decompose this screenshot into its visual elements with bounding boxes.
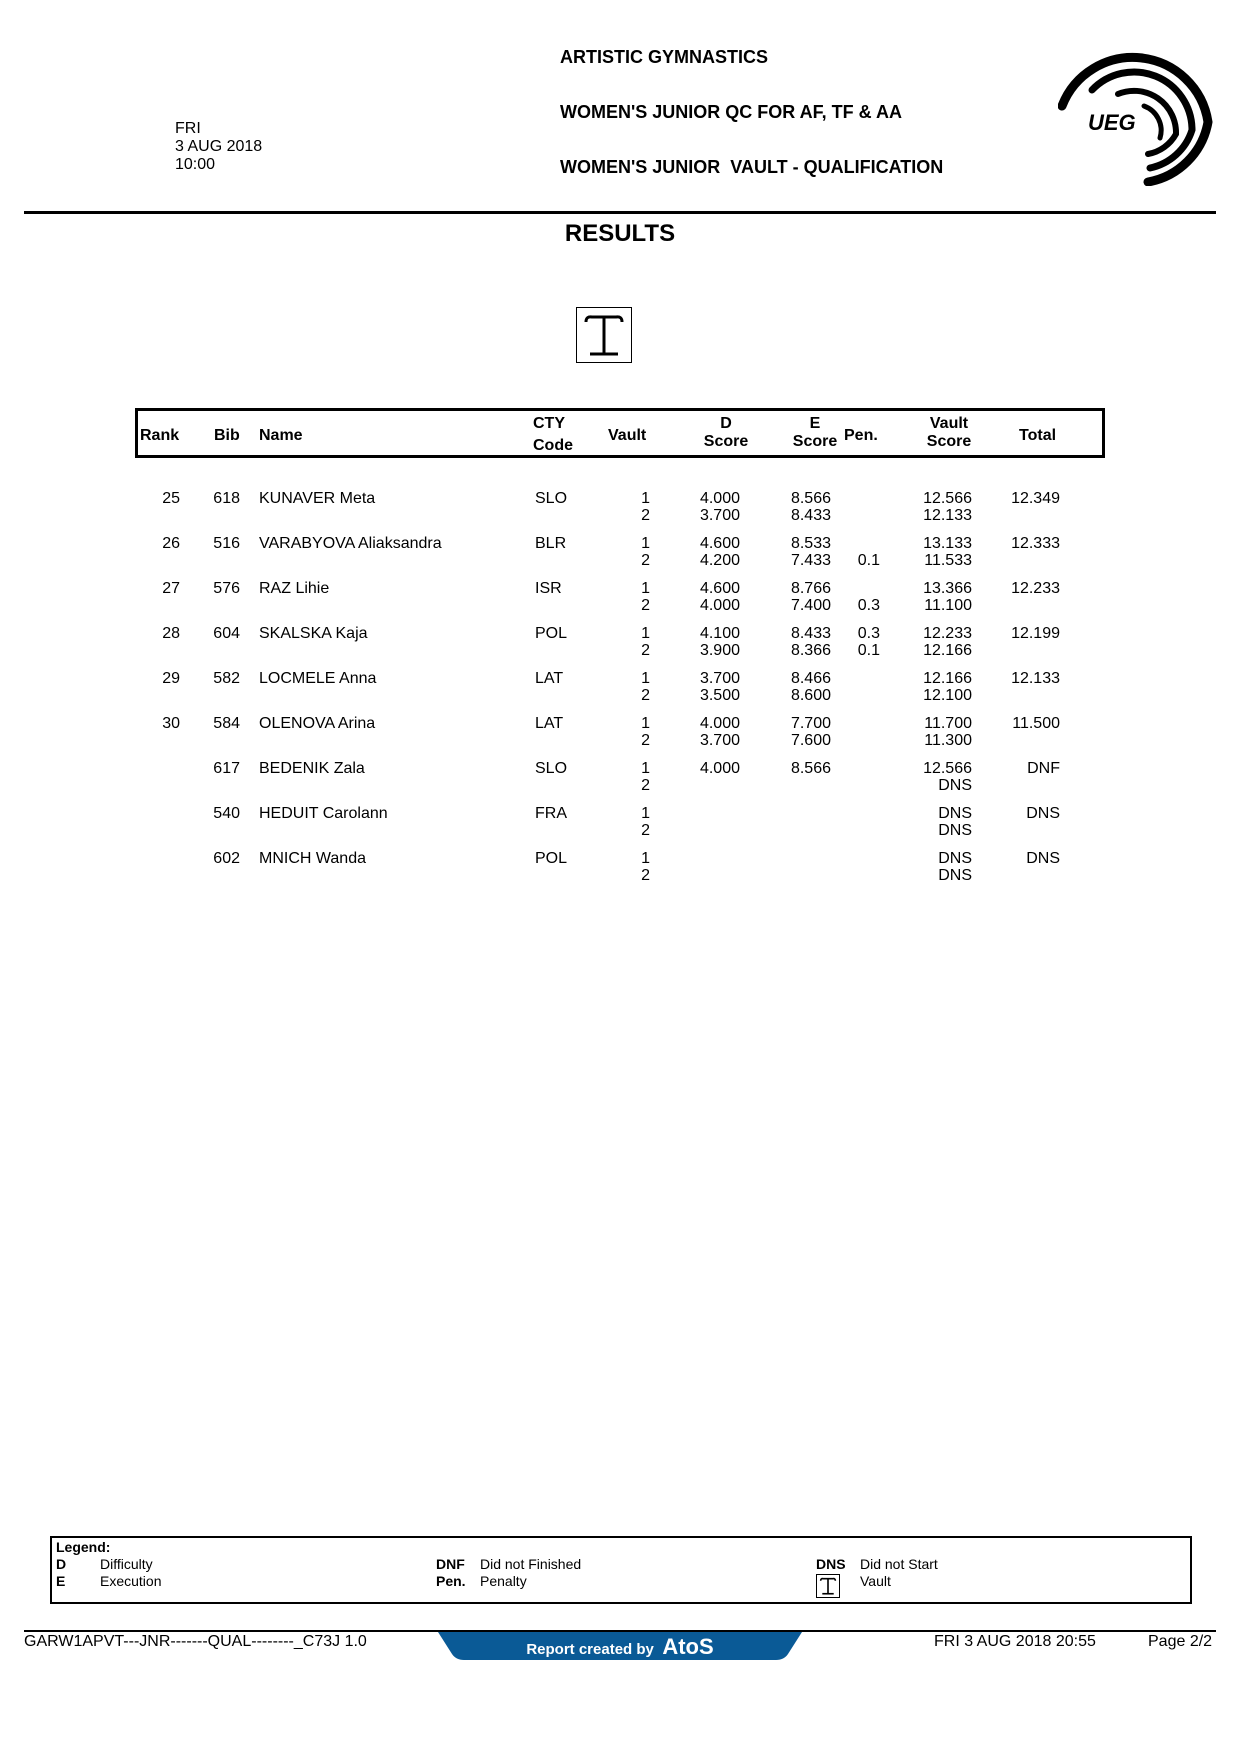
penalty <box>840 805 880 839</box>
sport-title: ARTISTIC GYMNASTICS <box>560 47 769 67</box>
vault-number: 1 2 <box>641 805 650 839</box>
athlete-name: OLENOVA Arina <box>259 715 376 732</box>
athlete-name: BEDENIK Zala <box>259 760 365 777</box>
table-row <box>0 490 1240 535</box>
vault-icon <box>576 307 632 363</box>
bib: 584 <box>213 715 240 732</box>
table-row <box>0 760 1240 805</box>
vault-score: 13.366 11.100 <box>923 580 972 614</box>
bib: 618 <box>213 490 240 507</box>
athlete-name: RAZ Lihie <box>259 580 330 597</box>
table-row <box>0 580 1240 625</box>
d-score <box>680 850 740 884</box>
total-score: DNF <box>1027 760 1060 777</box>
total-score: DNS <box>1026 805 1060 822</box>
e-score <box>770 850 831 884</box>
e-score: 8.766 7.400 <box>790 580 831 614</box>
vault-number: 1 2 <box>641 490 650 524</box>
penalty <box>840 760 880 794</box>
bib: 582 <box>213 670 240 687</box>
country-code: BLR <box>535 535 567 552</box>
e-score: 8.533 7.433 <box>790 535 831 569</box>
vault-score: 13.133 11.533 <box>923 535 972 569</box>
vault-score: DNS DNS <box>938 850 972 884</box>
country-code: LAT <box>535 670 564 687</box>
total-score: DNS <box>1026 850 1060 867</box>
vault-number: 1 2 <box>641 535 650 569</box>
bib: 604 <box>213 625 240 642</box>
bib: 617 <box>213 760 240 777</box>
bib: 540 <box>213 805 240 822</box>
vault-score: 12.566 DNS <box>923 760 972 794</box>
col-e-score: E Score <box>792 415 838 450</box>
d-score <box>680 805 740 839</box>
print-timestamp: FRI 3 AUG 2018 20:55 <box>934 1633 1096 1650</box>
legend-desc: Vault <box>860 1573 891 1589</box>
document-code: GARW1APVT---JNR-------QUAL--------_C73J 1.0 <box>24 1633 367 1650</box>
penalty <box>840 715 880 749</box>
athlete-name: SKALSKA Kaja <box>259 625 368 642</box>
table-row <box>0 715 1240 760</box>
legend-key: DNS <box>816 1556 846 1572</box>
legend-key: DNF <box>436 1556 465 1572</box>
e-score: 8.566 <box>790 760 831 777</box>
results-table-header <box>135 408 1105 458</box>
page-number: Page 2/2 <box>1148 1633 1213 1650</box>
rank: 26 <box>162 535 180 552</box>
penalty <box>840 490 880 524</box>
table-row <box>0 535 1240 580</box>
session-date: 3 AUG 2018 <box>175 138 263 155</box>
country-code: POL <box>535 625 568 642</box>
d-score: 4.600 4.000 <box>699 580 740 614</box>
rank: 25 <box>162 490 180 507</box>
vault-number: 1 2 <box>641 850 650 884</box>
vault-number: 1 2 <box>641 760 650 794</box>
event-title: WOMEN'S JUNIOR VAULT - QUALIFICATION <box>560 157 944 177</box>
athlete-name: MNICH Wanda <box>259 850 366 867</box>
penalty <box>840 850 880 884</box>
col-bib: Bib <box>214 427 240 444</box>
d-score: 4.000 3.700 <box>699 490 740 524</box>
legend <box>50 1536 1192 1604</box>
col-total: Total <box>1019 427 1057 444</box>
col-pen: Pen. <box>844 427 878 444</box>
bib: 602 <box>213 850 240 867</box>
col-d-score: D Score <box>703 415 749 450</box>
penalty <box>840 670 880 704</box>
col-cty: CTY Code <box>533 415 573 454</box>
rank: 28 <box>162 625 180 642</box>
vault-score: 12.166 12.100 <box>923 670 972 704</box>
country-code: LAT <box>535 715 564 732</box>
d-score: 4.000 3.700 <box>699 715 740 749</box>
bib: 516 <box>213 535 240 552</box>
atos-logo: AtoS <box>662 1634 714 1659</box>
total-score: 12.199 <box>1011 625 1060 642</box>
country-code: SLO <box>535 490 568 507</box>
table-row <box>0 625 1240 670</box>
d-score: 4.000 <box>699 760 740 777</box>
vault-score: 12.566 12.133 <box>923 490 972 524</box>
rank: 29 <box>162 670 180 687</box>
table-row <box>0 670 1240 715</box>
vault-score: 12.233 12.166 <box>923 625 972 659</box>
report-prefix: Report created by <box>526 1641 654 1658</box>
vault-number: 1 2 <box>641 715 650 749</box>
competition-title: WOMEN'S JUNIOR QC FOR AF, TF & AA <box>560 102 902 122</box>
athlete-name: VARABYOVA Aliaksandra <box>259 535 442 552</box>
penalty: 0.1 <box>857 552 880 569</box>
col-rank: Rank <box>140 427 180 444</box>
total-score: 12.333 <box>1011 535 1060 552</box>
e-score <box>770 805 831 839</box>
vault-number: 1 2 <box>641 625 650 659</box>
table-row <box>0 850 1240 895</box>
vault-icon <box>816 1574 840 1598</box>
table-row <box>0 805 1240 850</box>
e-score: 8.566 8.433 <box>790 490 831 524</box>
total-score: 11.500 <box>1012 715 1060 732</box>
header-divider <box>24 211 1216 214</box>
page-title: RESULTS <box>564 220 676 247</box>
legend-key: D <box>56 1556 67 1572</box>
session-time: 10:00 <box>175 156 216 173</box>
legend-desc: Difficulty <box>100 1556 153 1572</box>
athlete-name: HEDUIT Carolann <box>259 805 388 822</box>
country-code: POL <box>535 850 568 867</box>
country-code: ISR <box>535 580 562 597</box>
legend-title: Legend: <box>56 1539 111 1555</box>
e-score: 8.466 8.600 <box>790 670 831 704</box>
report-banner <box>438 1632 802 1660</box>
col-vault-score: Vault Score <box>926 415 972 450</box>
legend-desc: Penalty <box>480 1573 527 1589</box>
e-score: 7.700 7.600 <box>790 715 831 749</box>
vault-number: 1 2 <box>641 670 650 704</box>
col-vault: Vault <box>608 427 647 444</box>
bib: 576 <box>213 580 240 597</box>
legend-key: E <box>56 1573 66 1589</box>
d-score: 4.600 4.200 <box>699 535 740 569</box>
penalty: 0.3 0.1 <box>857 625 880 659</box>
total-score: 12.233 <box>1011 580 1060 597</box>
total-score: 12.349 <box>1011 490 1060 507</box>
legend-desc: Did not Finished <box>480 1556 582 1572</box>
country-code: FRA <box>535 805 567 822</box>
col-name: Name <box>259 427 303 444</box>
d-score: 4.100 3.900 <box>699 625 740 659</box>
total-score: 12.133 <box>1011 670 1060 687</box>
vault-score: DNS DNS <box>938 805 972 839</box>
country-code: SLO <box>535 760 568 777</box>
logo-text: UEG <box>1088 110 1136 135</box>
legend-desc: Execution <box>100 1573 162 1589</box>
penalty: 0.3 <box>857 597 880 614</box>
rank: 30 <box>162 715 180 732</box>
athlete-name: LOCMELE Anna <box>259 670 377 687</box>
d-score: 3.700 3.500 <box>699 670 740 704</box>
session-day: FRI <box>175 120 201 137</box>
rank: 27 <box>162 580 180 597</box>
vault-score: 11.700 11.300 <box>924 715 972 749</box>
legend-desc: Did not Start <box>860 1556 938 1572</box>
legend-key: Pen. <box>436 1573 466 1589</box>
vault-number: 1 2 <box>641 580 650 614</box>
athlete-name: KUNAVER Meta <box>259 490 376 507</box>
e-score: 8.433 8.366 <box>790 625 831 659</box>
ueg-logo <box>1058 50 1214 186</box>
session-info <box>175 120 262 174</box>
